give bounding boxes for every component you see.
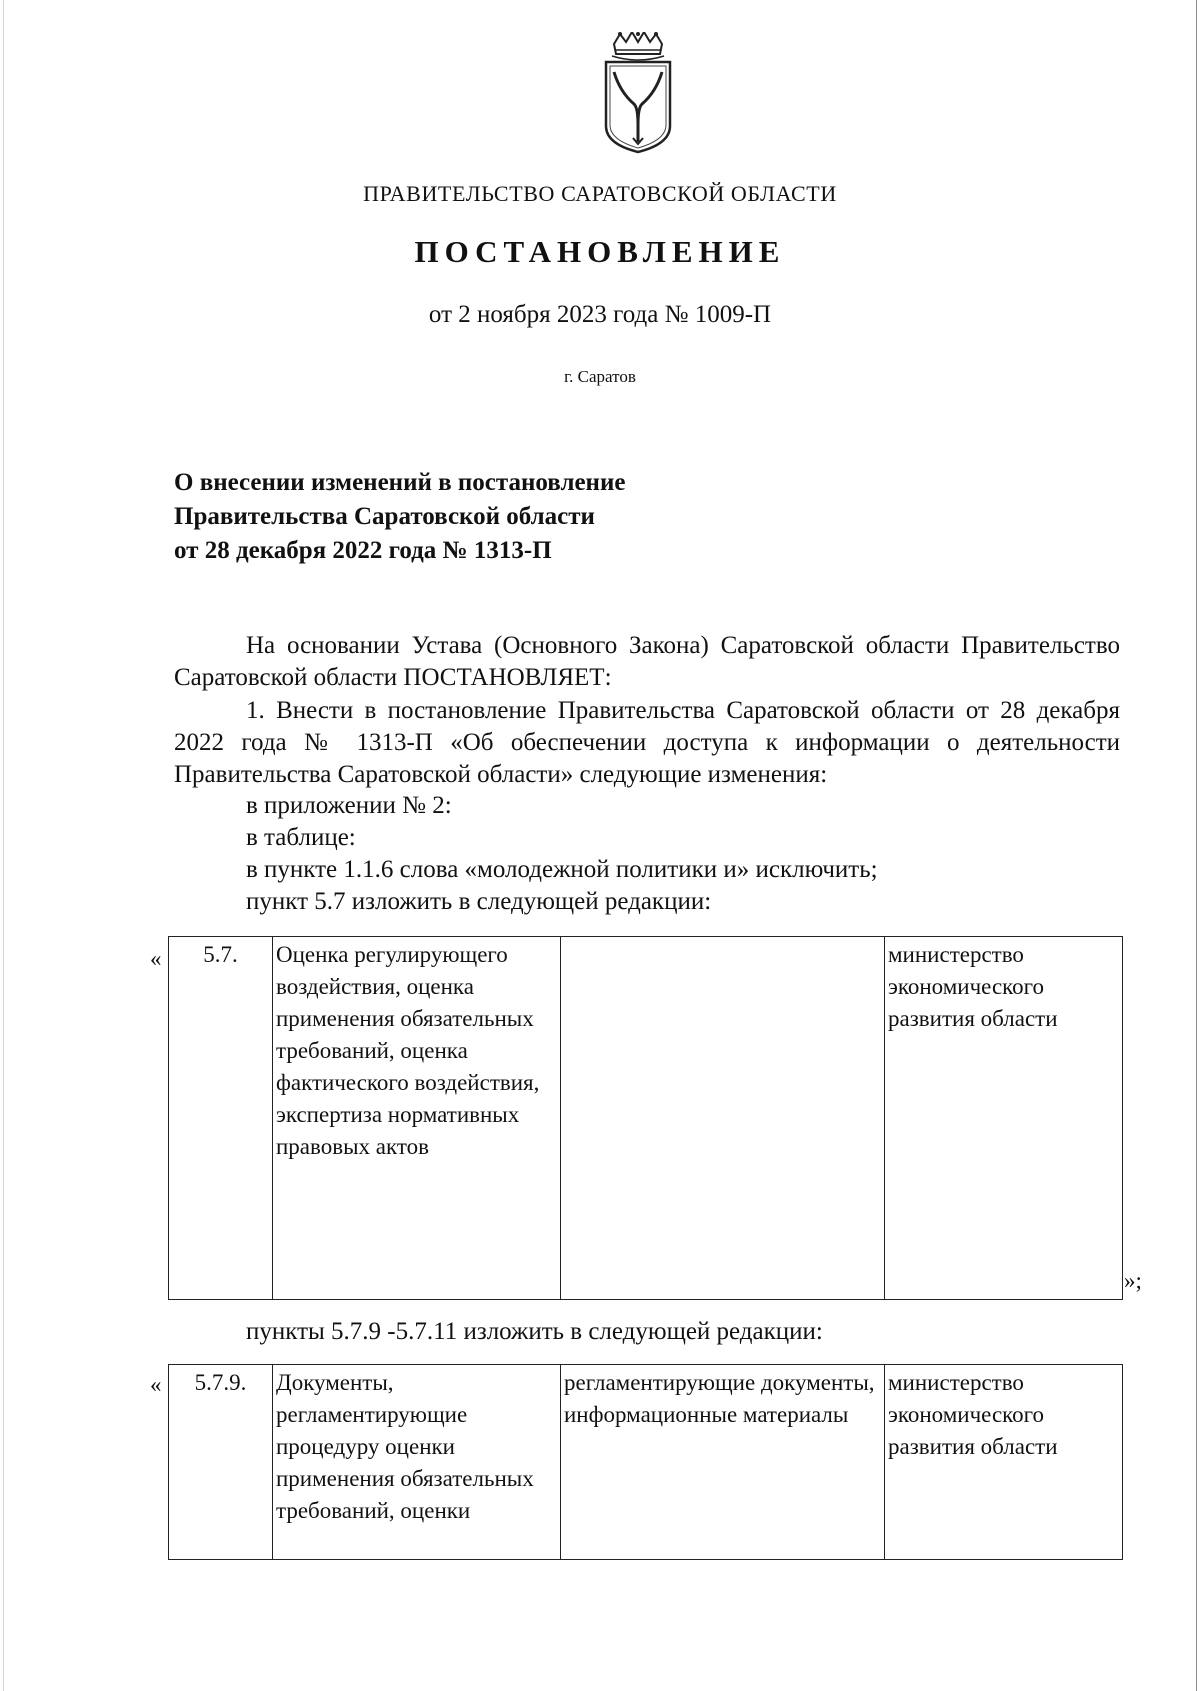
cell-name: Оценка регулирующего воздействия, оценка применения обязательных требований, оценка фактического воздействия, экспертиза нормативных правовых актов	[273, 937, 561, 1300]
cell-content	[561, 937, 885, 1300]
table-item-5-7	[168, 936, 1123, 1300]
paragraph-basis	[174, 630, 1120, 694]
text-line: 2022 года № 1313-П «Об обеспечении доступа к информации о деятельности	[174, 729, 1120, 756]
cell-number: 5.7.	[169, 937, 273, 1300]
document-date-number: от 2 ноября 2023 года № 1009-П	[428, 301, 772, 328]
text-line-items-5-7-9: пункты 5.7.9 -5.7.11 изложить в следующей редакции:	[246, 1318, 823, 1345]
text-line: На основании Устава (Основного Закона) Саратовской области Правительство	[246, 632, 1120, 659]
cell-responsible: министерство экономического развития области	[885, 1365, 1123, 1560]
table-row	[169, 1365, 1123, 1560]
text-line: Саратовской области ПОСТАНОВЛЯЕТ:	[174, 664, 612, 691]
text-line: Правительства Саратовской области» следующие изменения:	[174, 761, 828, 788]
opening-quote: «	[150, 1372, 162, 1397]
coat-of-arms-icon	[600, 32, 676, 154]
subject-line: Правительства Саратовской области	[174, 503, 595, 530]
table-row	[169, 937, 1123, 1300]
subject-line: О внесении изменений в постановление	[174, 469, 626, 496]
government-name: ПРАВИТЕЛЬСТВО САРАТОВСКОЙ ОБЛАСТИ	[363, 181, 837, 206]
text-line-item-1-1-6: в пункте 1.1.6 слова «молодежной политики и» исключить;	[246, 856, 878, 883]
text-line: 1. Внести в постановление Правительства Саратовской области от 28 декабря	[246, 697, 1120, 724]
cell-number: 5.7.9.	[169, 1365, 273, 1560]
subject-line: от 28 декабря 2022 года № 1313-П	[174, 537, 552, 564]
opening-quote: «	[150, 946, 162, 971]
cell-content: регламентирующие документы, информационные материалы	[561, 1365, 885, 1560]
text-line-appendix: в приложении № 2:	[246, 792, 452, 819]
table-item-5-7-9	[168, 1364, 1123, 1560]
text-line-item-5-7: пункт 5.7 изложить в следующей редакции:	[246, 888, 712, 915]
cell-responsible: министерство экономического развития области	[885, 937, 1123, 1300]
document-type: ПОСТАНОВЛЕНИЕ	[414, 234, 786, 269]
document-subject	[174, 466, 625, 568]
closing-quote: »;	[1124, 1268, 1142, 1293]
text-line-table: в таблице:	[246, 824, 356, 851]
paragraph-amendment	[174, 695, 1120, 791]
cell-name: Документы, регламентирующие процедуру оценки применения обязательных требований, оценки	[273, 1365, 561, 1560]
document-city: г. Саратов	[564, 367, 636, 386]
